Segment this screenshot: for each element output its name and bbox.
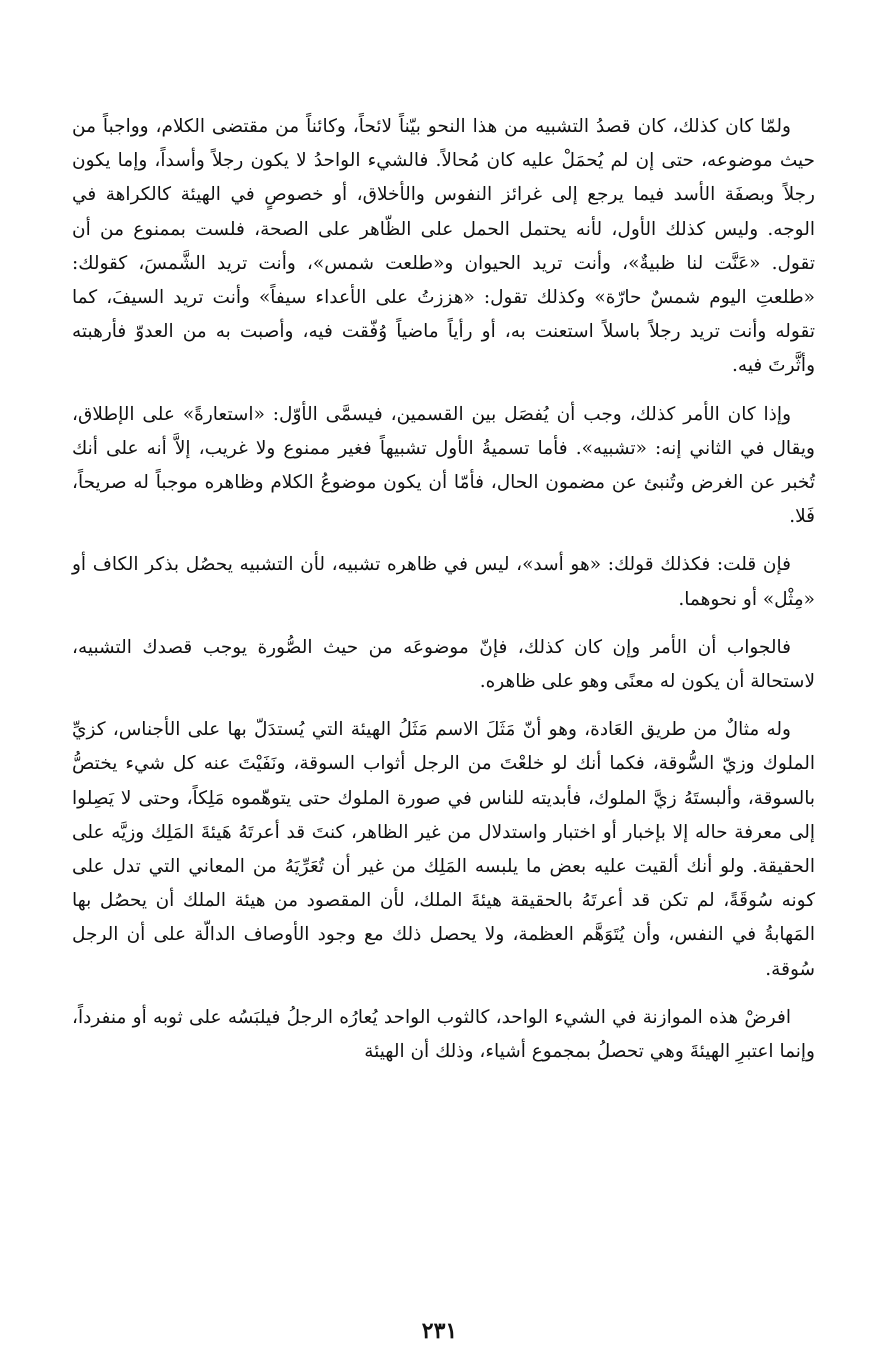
paragraph-2: وإذا كان الأمر كذلك، وجب أن يُفصَل بين القسمين، فيسمَّى الأوّل: «استعارةً» على الإطلاق، ويقال في الثاني إنه: «تشبيه». فأما تسميةُ الأول تشبيهاً فغير ممنوع ولا غريب، إلاَّ أنه على أنك تُخبر عن الغرض وتُنبئ عن مضمون الحال، فأمّا أن يكون موضوعُ الكلام وظاهره موجباً له صريحاً، فَلا. bbox=[72, 403, 815, 528]
paragraph-6: افرضْ هذه الموازنة في الشيء الواحد، كالثوب الواحد يُعارُه الرجلُ فيلبَسُه على ثوبه أو منفرداً، وإنما اعتبرِ الهيئةَ وهي تحصلُ بمجموع أشياء، وذلك أن الهيئة bbox=[72, 1006, 815, 1063]
page-number: ٢٣١ bbox=[421, 1318, 458, 1344]
page-body-text bbox=[72, 110, 815, 1083]
paragraph-5: وله مثالٌ من طريق العَادة، وهو أنّ مَثَلَ الاسم مَثَلُ الهيئة التي يُستدَلّ بها على الأجناس، كزيِّ الملوك وزيّ السُّوقة، فكما أنك لو خلعْتَ من الرجل أثواب السوقة، ونَفَيْتَ عنه كل شيء يختصُّ بالسوقة، وألبستَهُ زيَّ الملوك، فأبديته للناس في صورة الملوك حتى يتوهّموه مَلِكاً، وحتى لا يَصِلوا إلى معرفة حاله إلا بإخبار أو اختبار واستدلال من غير الظاهر، كنتَ قد أعرتَهُ هَيئةَ المَلِك وزيَّه على الحقيقة. ولو أنك ألقيت عليه بعض ما يلبسه المَلِك من غير أن تُعَرِّيَهُ من المعاني التي تدل على كونه سُوقَةً، لم تكن قد أعرتَهُ بالحقيقة هيئةَ الملك، لأن المقصود من هيئة الملك أن يحصُل بها المَهابةُ في النفس، وأن يُتَوَهَّم العظمة، ولا يحصل ذلك مع وجود الأوصاف الدالّة على أن الرجل سُوقة. bbox=[72, 719, 815, 980]
paragraph-1: ولمّا كان كذلك، كان قصدُ التشبيه من هذا النحو بيّناً لائحاً، وكائناً من مقتضى الكلام، وواجباً من حيث موضوعه، حتى إن لم يُحمَلْ عليه كان مُحالاً. فالشيء الواحدُ لا يكون رجلاً وأسداً، وإما يكون رجلاً وبصفَة الأسد فيما يرجع إلى غرائز النفوس والأخلاق، أو خصوصٍ في الهيئة كالكراهة في الوجه. وليس كذلك الأول، لأنه يحتمل الحمل على الظّاهر على الصحة، فلست بممنوع من أن تقول. «عَنَّت لنا ظبيةٌ»، وأنت تريد الحيوان و«طلعت شمس»، وأنت تريد الشَّمسَ، كقولك: «طلعتِ اليوم شمسٌ حارّة» وكذلك تقول: «هززتُ على الأعداء سيفاً» وأنت تريد السيفَ، كما تقوله وأنت تريد رجلاً باسلاً استعنت به، أو رأياً ماضياً وُفّقت فيه، وأصبت به من العدوّ فأرهبته وأثَّرتَ فيه. bbox=[72, 116, 815, 377]
paragraph-3: فإن قلت: فكذلك قولك: «هو أسد»، ليس في ظاهره تشبيه، لأن التشبيه يحصُل بذكر الكاف أو «مِثْل» أو نحوهما. bbox=[72, 554, 815, 610]
paragraph-4: فالجواب أن الأمر وإن كان كذلك، فإنّ موضوعَه من حيث الصُّورة يوجب قصدك التشبيه، لاستحالة أن يكون له معنًى وهو على ظاهره. bbox=[72, 636, 815, 693]
